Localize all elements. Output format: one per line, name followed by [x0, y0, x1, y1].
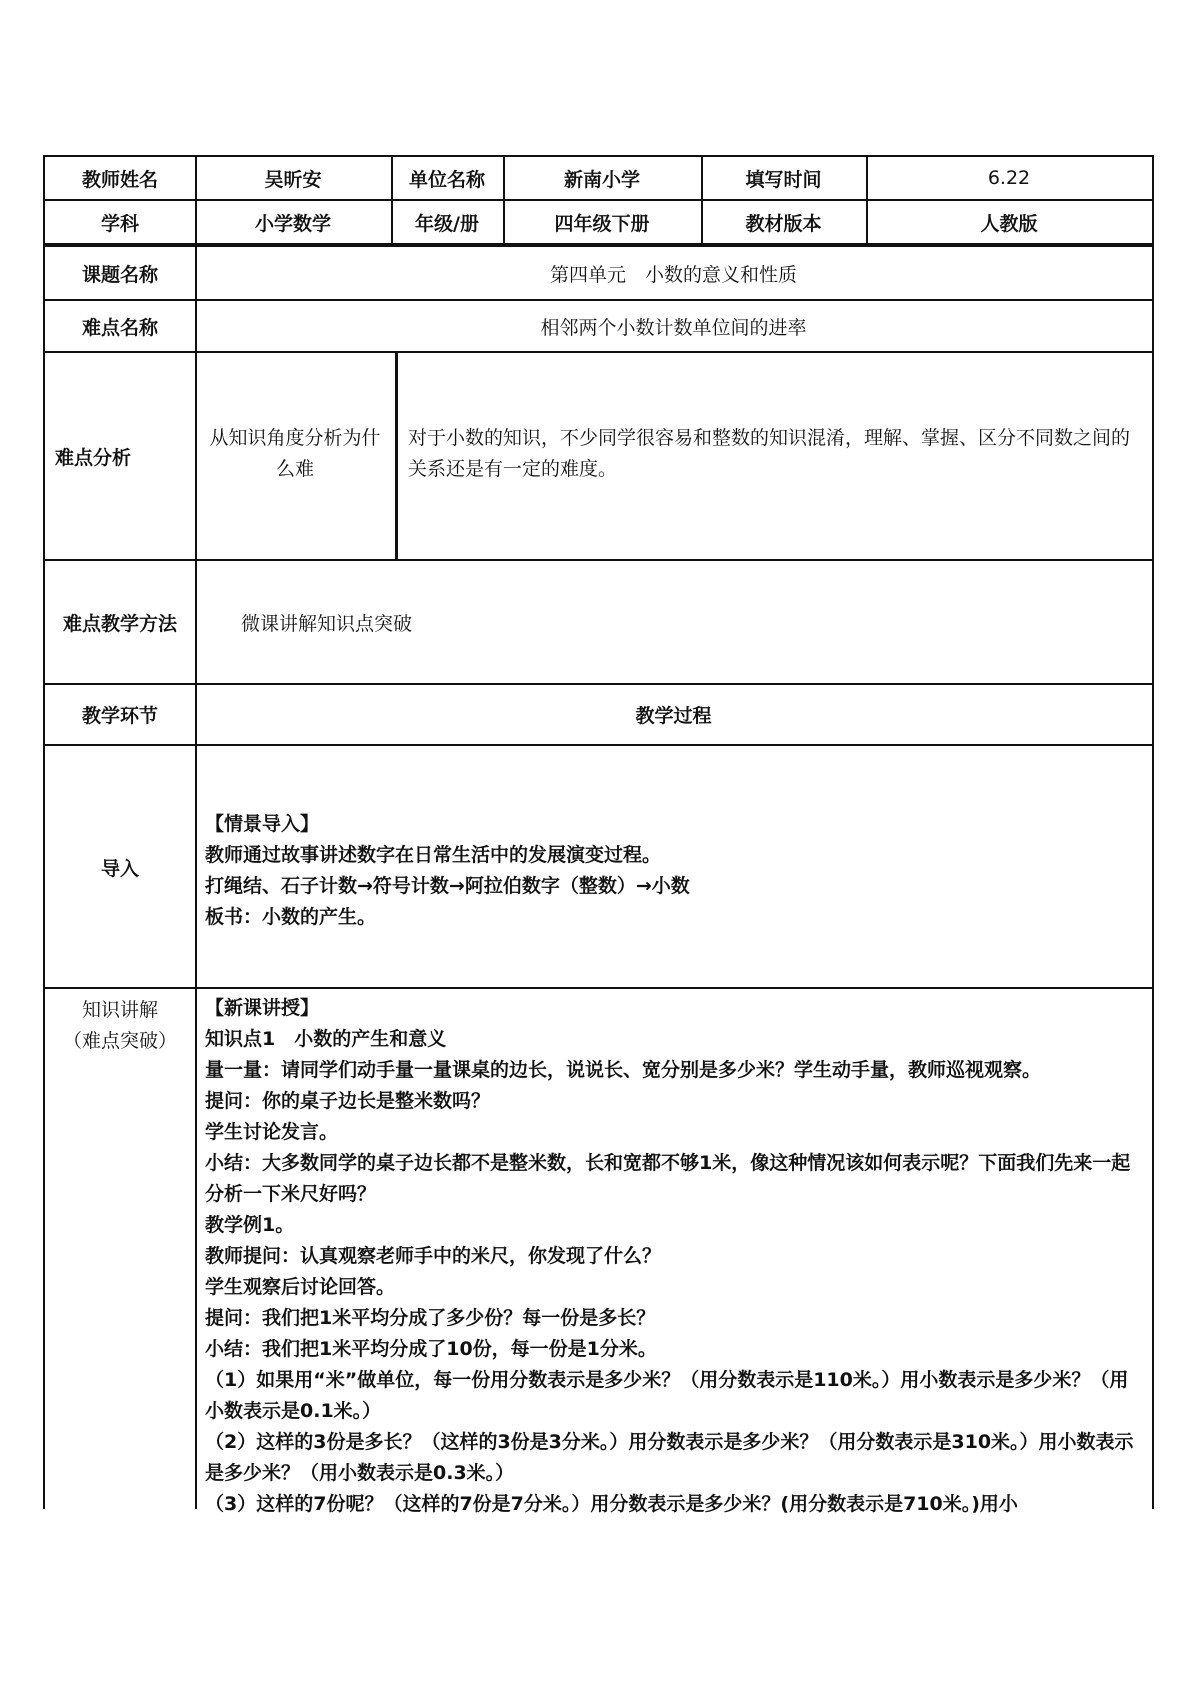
textbook-value: 人教版: [980, 212, 1038, 235]
fill-date-label: 填写时间: [745, 168, 822, 191]
knowledge-line: 小结：大多数同学的桌子边长都不是整米数，长和宽都不够1米，像这种情况该如何表示呢？下面我们先来一起分析一下米尺好吗？: [205, 1152, 1131, 1205]
teacher-name-value: 吴昕安: [264, 168, 322, 191]
knowledge-line: （1）如果用“米”做单位，每一份用分数表示是多少米？（用分数表示是110米。）用小数表示是多少米？（用小数表示是0.1米。）: [205, 1369, 1129, 1422]
analysis-sub-label: 从知识角度分析为什么难: [209, 427, 381, 480]
intro-label: 导入: [100, 858, 139, 880]
lesson-plan-table: [43, 155, 1154, 1515]
process-header-row: [43, 685, 1154, 746]
knowledge-line: （2）这样的3份是多长？（这样的3份是3分米。）用分数表示是多少米？（用分数表示是310米。）用小数表示是多少米？（用小数表示是0.3米。）: [205, 1431, 1134, 1484]
difficulty-value: 相邻两个小数计数单位间的进率: [540, 316, 807, 339]
grade-label: 年级/册: [415, 212, 479, 235]
fill-date-value: 6.22: [987, 167, 1031, 189]
analysis-text: 对于小数的知识，不少同学很容易和整数的知识混淆，理解、掌握、区分不同数之间的关系还是有一定的难度。: [408, 427, 1131, 480]
knowledge-line: 提问：你的桌子边长是整米数吗？: [205, 1090, 491, 1112]
textbook-label: 教材版本: [745, 212, 822, 235]
intro-line: 打绳结、石子计数→符号计数→阿拉伯数字（整数）→小数: [205, 875, 690, 897]
intro-line: 板书：小数的产生。: [205, 906, 377, 928]
subject-label: 学科: [100, 212, 139, 235]
knowledge-label: [45, 989, 195, 1509]
knowledge-line: 小结：我们把1米平均分成了10份，每一份是1分米。: [205, 1338, 657, 1360]
knowledge-content: [195, 989, 1152, 1515]
topic-value: 第四单元 小数的意义和性质: [549, 263, 797, 286]
intro-row: [43, 746, 1154, 989]
header-row-1: [43, 157, 1154, 201]
grade-value: 四年级下册: [554, 212, 650, 235]
header-row-2: [43, 201, 1154, 245]
intro-line: 【情景导入】: [205, 813, 320, 835]
knowledge-label-line-2: （难点突破）: [62, 1030, 177, 1052]
knowledge-line: 【新课讲授】: [205, 997, 320, 1019]
method-value: 微课讲解知识点突破: [241, 612, 413, 635]
knowledge-line: （3）这样的7份呢？（这样的7份是7分米。）用分数表示是多少米？(用分数表示是710米。)用小: [205, 1493, 1018, 1515]
topic-label: 课题名称: [81, 263, 158, 286]
knowledge-line: 学生讨论发言。: [205, 1121, 339, 1143]
school-label: 单位名称: [408, 168, 485, 191]
teacher-name-label: 教师姓名: [81, 168, 158, 191]
method-label: 难点教学方法: [62, 612, 177, 635]
knowledge-line: 教学例1。: [205, 1214, 295, 1236]
subject-value: 小学数学: [254, 212, 331, 235]
method-row: [43, 561, 1154, 685]
knowledge-row: [43, 989, 1154, 1515]
knowledge-line: 知识点1 小数的产生和意义: [205, 1028, 447, 1050]
analysis-row: [43, 353, 1154, 561]
knowledge-line: 学生观察后讨论回答。: [205, 1276, 396, 1298]
knowledge-line: 教师提问：认真观察老师手中的米尺，你发现了什么？: [205, 1245, 662, 1267]
analysis-label: 难点分析: [55, 446, 132, 469]
intro-line: 教师通过故事讲述数字在日常生活中的发展演变过程。: [205, 844, 662, 866]
school-value: 新南小学: [563, 168, 640, 191]
difficulty-label: 难点名称: [81, 316, 158, 339]
process-title: 教学过程: [635, 705, 712, 727]
knowledge-line: 量一量：请同学们动手量一量课桌的边长，说说长、宽分别是多少米？学生动手量，教师巡视观察。: [205, 1059, 1042, 1081]
knowledge-label-line-1: 知识讲解: [81, 999, 158, 1021]
knowledge-line: 提问：我们把1米平均分成了多少份？每一份是多长？: [205, 1307, 656, 1329]
topic-row: [43, 245, 1154, 301]
difficulty-row: [43, 301, 1154, 353]
intro-content: [195, 746, 1152, 987]
process-stage-label: 教学环节: [81, 705, 158, 727]
